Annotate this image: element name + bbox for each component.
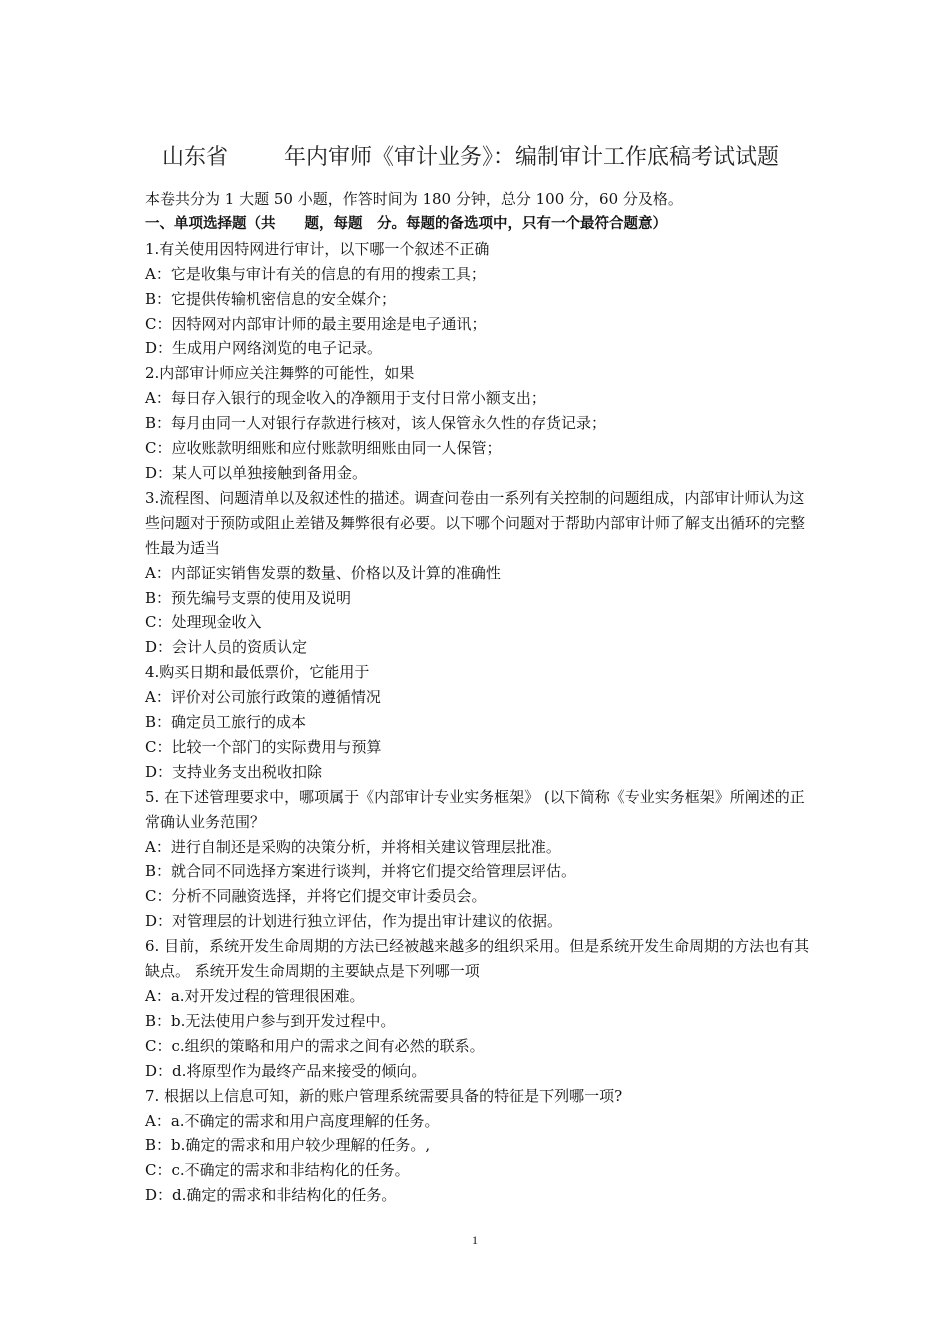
question-text: 1.有关使用因特网进行审计，以下哪一个叙述不正确 <box>145 239 490 258</box>
question-block <box>145 486 815 660</box>
question-block <box>145 785 815 934</box>
option-b: B：每月由同一人对银行存款进行核对，该人保管永久性的存货记录； <box>145 414 607 433</box>
document-title <box>0 140 950 172</box>
document-body <box>145 187 815 1208</box>
question-text: 7. 根据以上信息可知，新的账户管理系统需要具备的特征是下列哪一项? <box>145 1086 623 1105</box>
option-b: B：确定员工旅行的成本 <box>145 713 307 732</box>
option-a: A：每日存入银行的现金收入的净额用于支付日常小额支出； <box>145 389 546 408</box>
option-d: D：支持业务支出税收扣除 <box>145 762 323 781</box>
option-c: C：分析不同融资选择，并将它们提交审计委员会。 <box>145 887 487 906</box>
option-a: A：它是收集与审计有关的信息的有用的搜索工具； <box>145 264 486 283</box>
title-province: 山东省 <box>162 145 229 170</box>
option-c: C：c.组织的策略和用户的需求之间有必然的联系。 <box>145 1036 485 1055</box>
option-c: C：c.不确定的需求和非结构化的任务。 <box>145 1161 410 1180</box>
option-a: A：a.对开发过程的管理很困难。 <box>145 987 365 1005</box>
option-d: D：某人可以单独接触到备用金。 <box>145 463 368 482</box>
option-d: D：对管理层的计划进行独立评估，作为提出审计建议的依据。 <box>145 912 563 931</box>
question-text: 5. 在下述管理要求中，哪项属于《内部审计专业实务框架》 (以下简称《专业实务框架》所阐述的正常确认业务范围？ <box>145 787 805 831</box>
question-text: 2.内部审计师应关注舞弊的可能性，如果 <box>145 364 415 383</box>
option-b: B：预先编号支票的使用及说明 <box>145 588 352 607</box>
option-d: D：d.确定的需求和非结构化的任务。 <box>145 1186 397 1205</box>
question-block <box>145 237 815 362</box>
option-c: C：处理现金收入 <box>145 613 262 632</box>
option-a: A：评价对公司旅行政策的遵循情况 <box>145 688 381 707</box>
option-b: B：b.确定的需求和用户较少理解的任务。, <box>145 1136 431 1155</box>
exam-intro: 本卷共分为 1 大题 50 小题，作答时间为 180 分钟，总分 100 分，60 分及格。 <box>145 190 683 208</box>
title-main: 年内审师《审计业务》：编制审计工作底稿考试试题 <box>284 145 780 170</box>
option-c: C：应收账款明细账和应付账款明细账由同一人保管； <box>145 439 502 458</box>
option-b: B：就合同不同选择方案进行谈判，并将它们提交给管理层评估。 <box>145 862 577 881</box>
question-text: 4.购买日期和最低票价，它能用于 <box>145 663 370 682</box>
option-a: A：进行自制还是采购的决策分析，并将相关建议管理层批准。 <box>145 837 561 856</box>
option-c: C：因特网对内部审计师的最主要用途是电子通讯； <box>145 314 487 333</box>
option-d: D：d.将原型作为最终产品来接受的倾向。 <box>145 1061 427 1080</box>
question-block <box>145 1084 815 1209</box>
option-d: D：生成用户网络浏览的电子记录。 <box>145 339 383 358</box>
page-number: 1 <box>472 1233 478 1247</box>
option-b: B：它提供传输机密信息的安全媒介； <box>145 289 397 308</box>
option-d: D：会计人员的资质认定 <box>145 638 308 657</box>
question-block <box>145 660 815 785</box>
question-block <box>145 934 815 1083</box>
option-a: A：a.不确定的需求和用户高度理解的任务。 <box>145 1111 440 1130</box>
option-b: B：b.无法使用户参与到开发过程中。 <box>145 1011 396 1030</box>
option-a: A：内部证实销售发票的数量、价格以及计算的准确性 <box>145 563 501 582</box>
question-text: 6. 目前，系统开发生命周期的方法已经被越来越多的组织采用。但是系统开发生命周期的方法也有其缺点。 系统开发生命周期的主要缺点是下列哪一项 <box>145 937 810 981</box>
question-block <box>145 361 815 486</box>
section-heading: 一、单项选择题（共 题，每题 分。每题的备选项中，只有一个最符合题意） <box>145 215 667 232</box>
question-text: 3.流程图、问题清单以及叙述性的描述。调查问卷由一系列有关控制的问题组成，内部审计师认为这些问题对于预防或阻止差错及舞弊很有必要。以下哪个问题对于帮助内部审计师了解支出循环的完整性最为适当 <box>145 488 806 557</box>
option-c: C：比较一个部门的实际费用与预算 <box>145 737 382 756</box>
